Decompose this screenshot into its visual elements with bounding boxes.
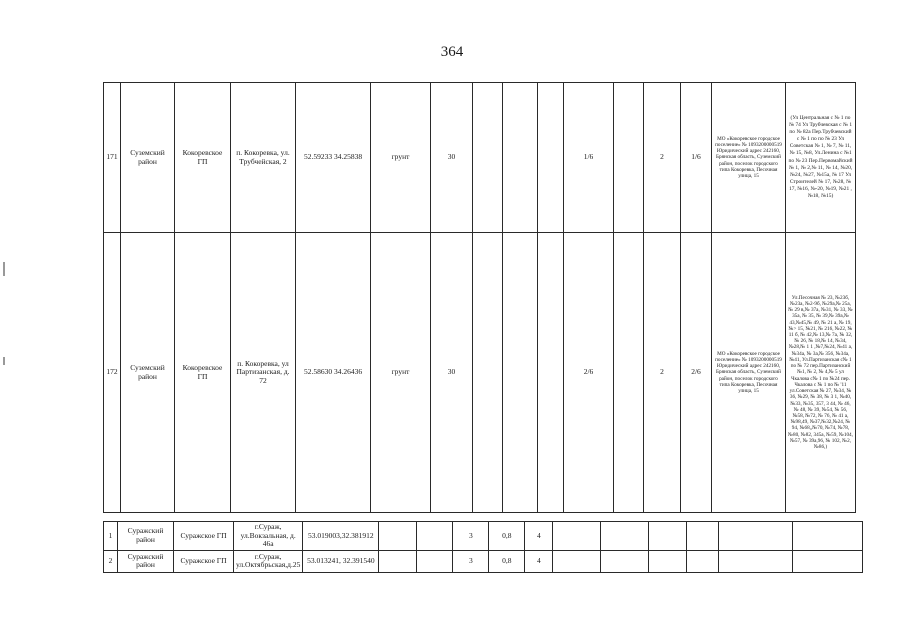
empty-cell: [719, 550, 793, 572]
address-cell: г.Сураж, ул.Октябрьская,д.25: [234, 550, 303, 572]
empty-cell: [553, 550, 601, 572]
empty-cell: [601, 522, 649, 551]
empty-cell: [473, 233, 503, 513]
table-row: [104, 233, 856, 513]
coordinates-cell: 53.013241, 32.391540: [303, 550, 379, 572]
area-cell: 30: [431, 233, 473, 513]
empty-cell: [687, 522, 719, 551]
volume-cell: 1/6: [681, 83, 712, 233]
row-number: 172: [104, 233, 121, 513]
waste-sources-cell: Ул.Песочная № 23, №23б, №23а, №2-9б, №29а,№ 25а,№ 29 в,№ 37а, №31, № 33, № 35а, № 35, № 39,№ 39а,№ 43,№45,№ 49, № 21 а, № 19, №> 15, №21, № 216, №22, № 11 б, № 42,№ 13,№ 7а, № 32, № 26, № 18,№ 14, №34, №28,№ 1 1 ,№7,№24, №41 а, №34а, № 3а,№ 356, №34а, №41, Ул.Партизанская с№ 1 по № 72 пер.Партизанский №1, № 2, № 4,№ 5 ул Чкалова с№ 1 по №24 пер. Чкалова с № 1 по № '11 ул.Советская № 27, №34, № 36, №29, № 38, № 3 1, №40, №33, №35, 357, 3 44, № 46, № 48, № 39, №54, № 56, №58, №72, № 76, № 41 а, №98,49, №37,№32,№24, № 94, №68,,№70, №74, №78, №80, №82, 345а, №59, №104, №57, № 39а,96, № 102, №2, №86,): [786, 233, 856, 513]
empty-cell: [553, 522, 601, 551]
settlement-cell: Суражское ГП: [174, 550, 234, 572]
area-cell: 30: [431, 83, 473, 233]
address-cell: п. Кокоревка, ул Партизанская, д. 72: [231, 233, 296, 513]
district-cell: Суражский район: [118, 550, 174, 572]
empty-cell: [793, 522, 863, 551]
empty-cell: [379, 550, 417, 572]
empty-cell: [538, 83, 564, 233]
surface-cell: грунт: [371, 83, 431, 233]
settlement-cell: Кокоревское ГП: [175, 83, 231, 233]
empty-cell: [687, 550, 719, 572]
empty-cell: [379, 522, 417, 551]
empty-cell: [503, 233, 538, 513]
containers-cell: 2/6: [564, 233, 614, 513]
district-cell: Суражский район: [118, 522, 174, 551]
empty-cell: [417, 550, 453, 572]
table-row: [104, 522, 863, 551]
waste-sources-cell: (Ул Центральная с № 1 по № 74 Ул Трубчевская с № 1 по № 82а Пер.Трубчевский с № 1 по по № 23 Ул Советская № 1, № 7, № 11, № 15, №8, Ул.Ленина с №1 по № 23 Пер.Первомайский № 1, № 2,№ 11, № 14, №20, №24, №27, №15а, № 17 Ул Строителей № 17, №28, № 17, №16, №-20, №19, №21 ,№18, №15): [786, 83, 856, 233]
row-number: 171: [104, 83, 121, 233]
coordinates-cell: 52.58630 34.26436: [296, 233, 371, 513]
volume-cell: 2/6: [681, 233, 712, 513]
empty-cell: [614, 233, 644, 513]
value-cell: 3: [453, 550, 489, 572]
value-cell: 0,8: [489, 550, 525, 572]
empty-cell: [649, 550, 687, 572]
settlement-cell: Кокоревское ГП: [175, 233, 231, 513]
surface-cell: грунт: [371, 233, 431, 513]
empty-cell: [473, 83, 503, 233]
empty-cell: [538, 233, 564, 513]
empty-cell: [793, 550, 863, 572]
row-number: 2: [104, 550, 118, 572]
page-number: 364: [440, 44, 464, 60]
count-cell: 2: [644, 83, 681, 233]
empty-cell: [601, 550, 649, 572]
owner-cell: МО «Кокоревское городское поселение» № 1093200000519 Юридический адрес 242160, Брянская область, Суземский район, поселок городского типа Кокоревка, Песочная улица, 15: [712, 83, 786, 233]
empty-cell: [503, 83, 538, 233]
containers-cell: 1/6: [564, 83, 614, 233]
scan-mark: [3, 262, 5, 276]
district-cell: Суземский район: [121, 83, 175, 233]
registry-table-bottom: [103, 521, 863, 573]
empty-cell: [614, 83, 644, 233]
coordinates-cell: 52.59233 34.25838: [296, 83, 371, 233]
owner-cell: МО «Кокоревское городское поселение» № 1093200000519 Юридический адрес 242160, Брянская область, Суземский район, поселок городского типа Кокоревка, Песочная улица, 15: [712, 233, 786, 513]
value-cell: 4: [525, 550, 553, 572]
table-row: [104, 550, 863, 572]
settlement-cell: Суражское ГП: [174, 522, 234, 551]
address-cell: г.Сураж, ул.Вокзальная, д. 46а: [234, 522, 303, 551]
coordinates-cell: 53.019003,32.381912: [303, 522, 379, 551]
value-cell: 0,8: [489, 522, 525, 551]
value-cell: 3: [453, 522, 489, 551]
scan-mark: [3, 357, 5, 365]
row-number: 1: [104, 522, 118, 551]
address-cell: п. Кокоревка, ул. Трубчейская, 2: [231, 83, 296, 233]
registry-table-top: [103, 82, 856, 513]
empty-cell: [649, 522, 687, 551]
table-row: [104, 83, 856, 233]
empty-cell: [719, 522, 793, 551]
value-cell: 4: [525, 522, 553, 551]
count-cell: 2: [644, 233, 681, 513]
district-cell: Суземский район: [121, 233, 175, 513]
empty-cell: [417, 522, 453, 551]
